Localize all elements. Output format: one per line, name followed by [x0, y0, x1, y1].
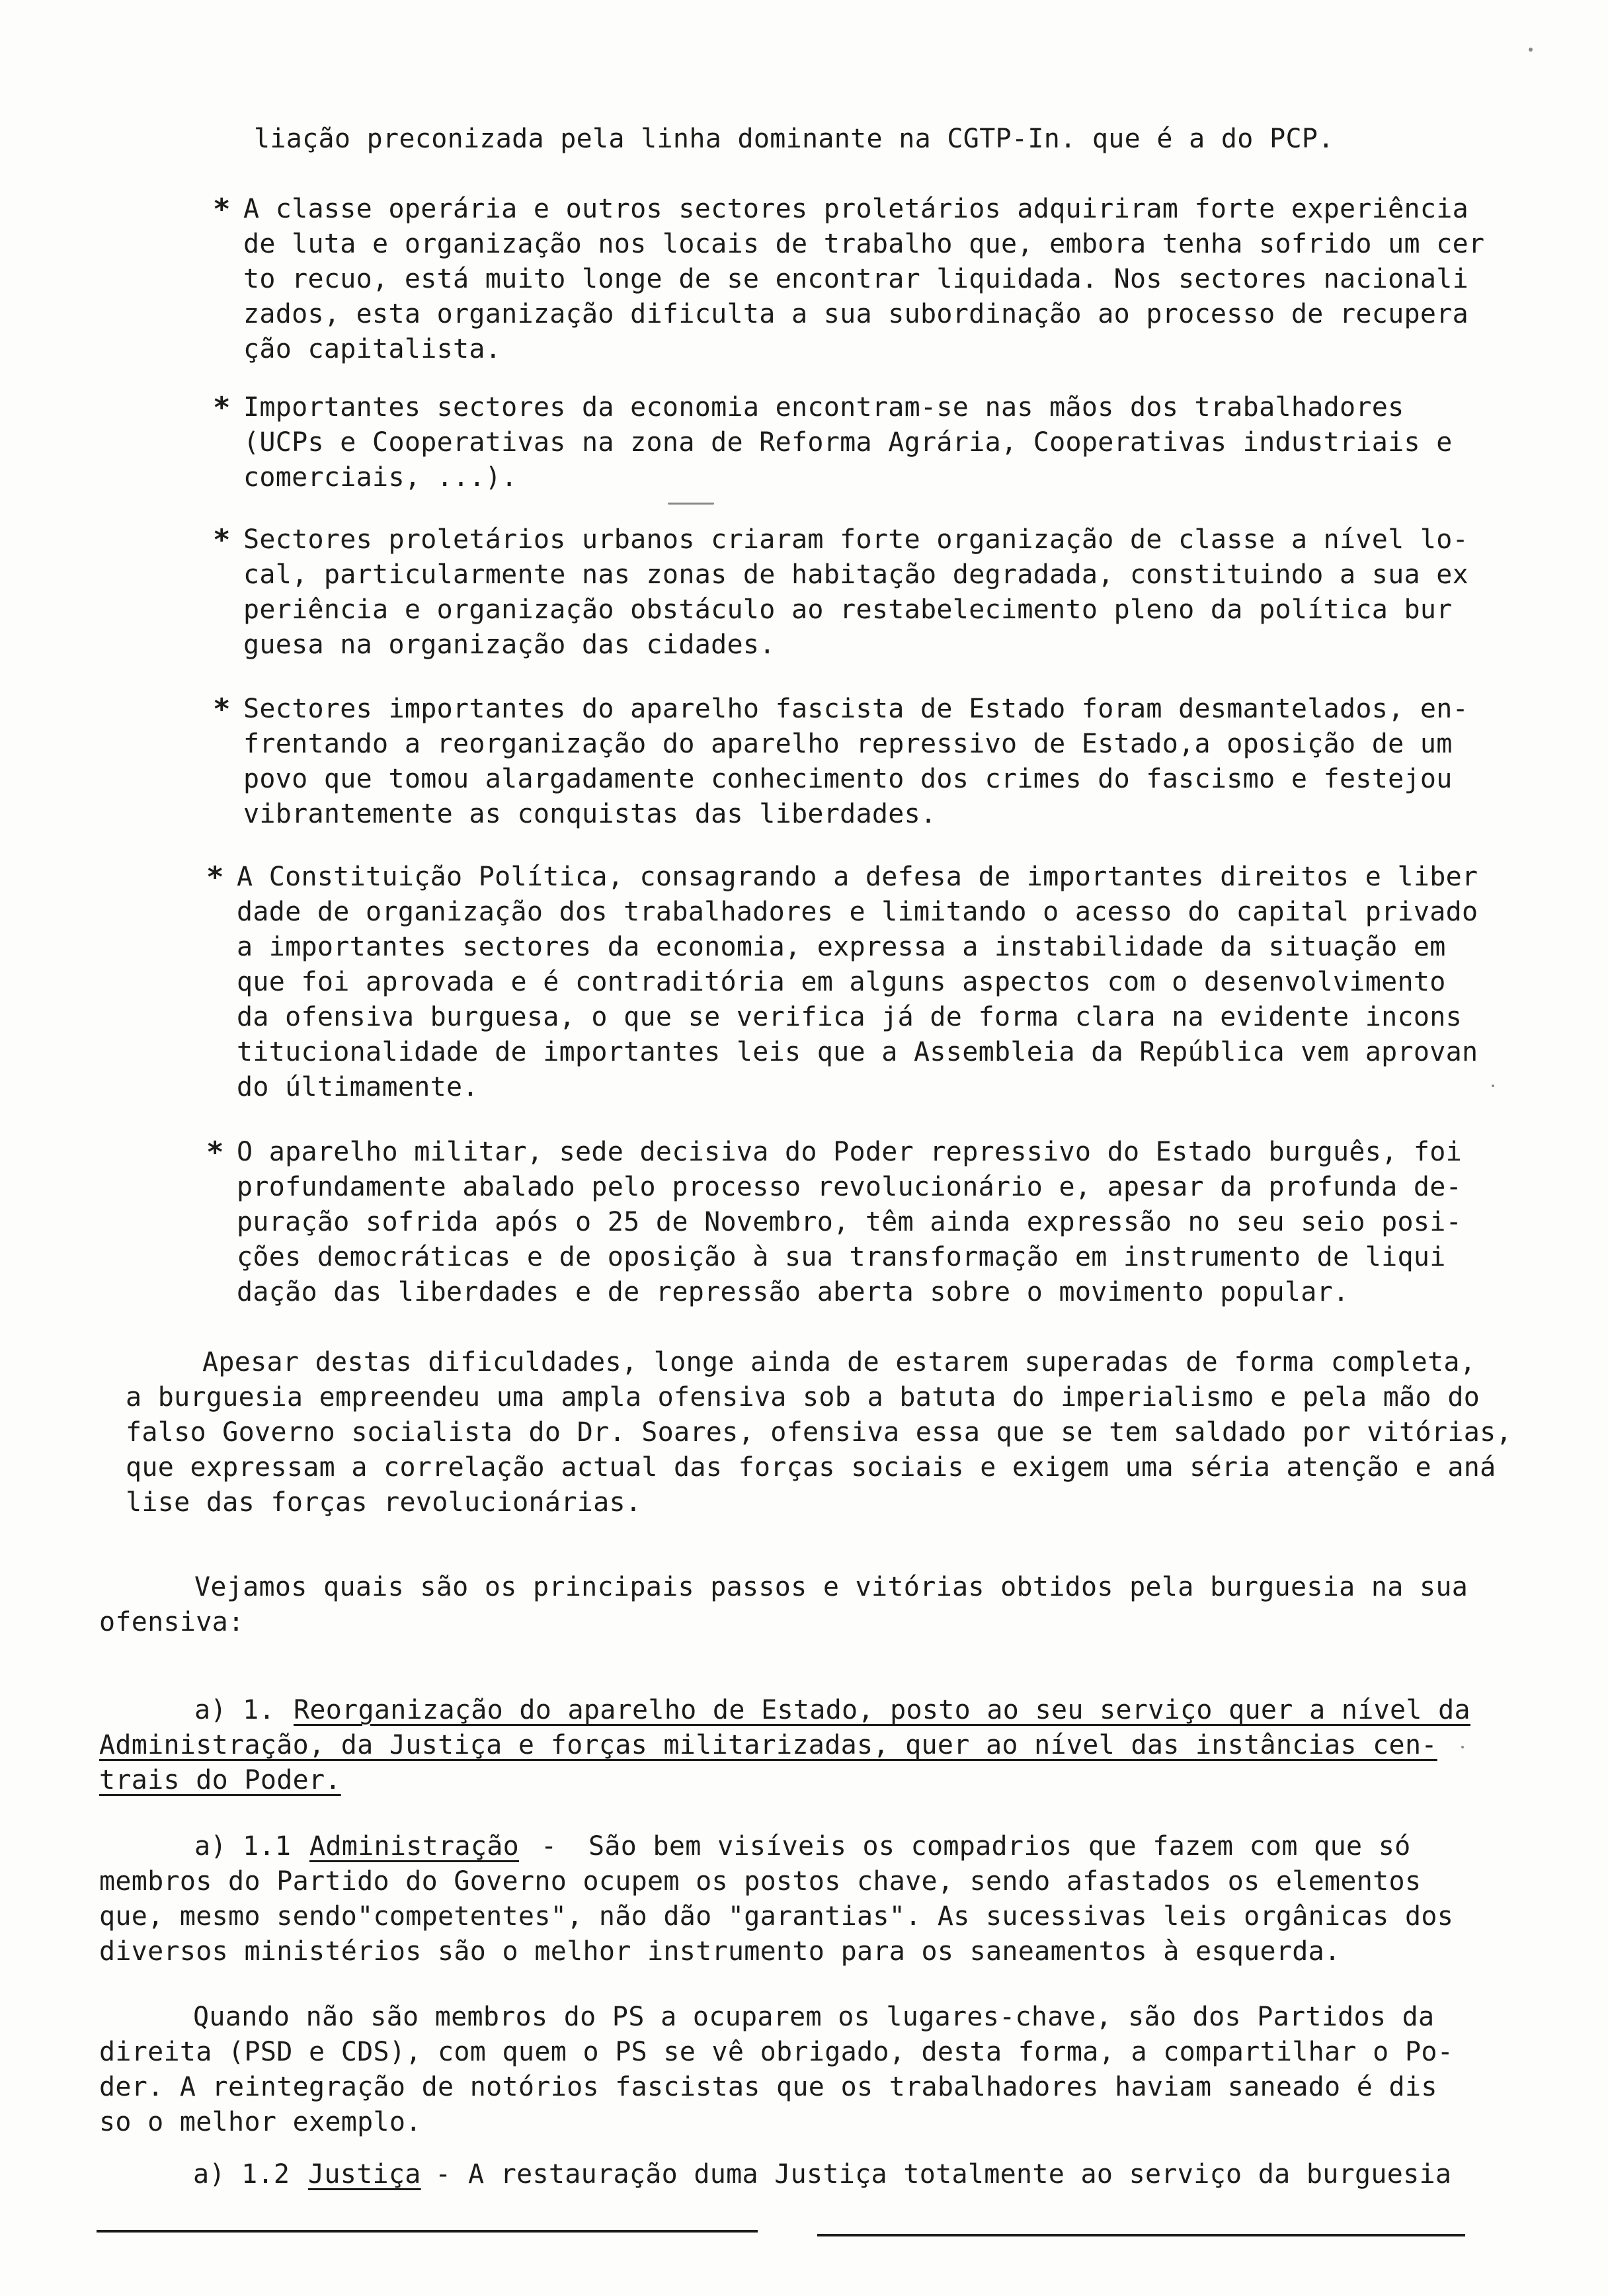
bullet-marker-4: * — [213, 692, 231, 726]
bullet-3-line: Sectores proletários urbanos criaram forte organização de classe a nível lo- — [243, 524, 1469, 555]
section-a1-heading-line: Reorganização do aparelho de Estado, posto ao seu serviço quer a nível da — [294, 1695, 1470, 1725]
section-a12-label: a) 1.2 — [193, 2159, 290, 2190]
para-quando-line: Quando não são membros do PS a ocuparem os lugares-chave, são dos Partidos da — [193, 2002, 1435, 2032]
section-a11-line: diversos ministérios são o melhor instrumento para os saneamentos à esquerda. — [99, 1936, 1341, 1967]
para-vejamos-line: Vejamos quais são os principais passos e vitórias obtidos pela burguesia na sua — [194, 1572, 1468, 1602]
para-apesar-line: a burguesia empreendeu uma ampla ofensiva sob a batuta do imperialismo e pela mão do — [126, 1382, 1480, 1413]
section-a12-heading: Justiça — [308, 2159, 421, 2190]
bullet-2-line: Importantes sectores da economia encontram-se nas mãos dos trabalhadores — [243, 392, 1404, 423]
bullet-5-line: do últimamente. — [237, 1072, 479, 1102]
bullet-4-line: povo que tomou alargadamente conhecimento dos crimes do fascismo e festejou — [243, 764, 1453, 794]
bullet-4-line: Sectores importantes do aparelho fascista de Estado foram desmantelados, en- — [243, 694, 1469, 724]
para-vejamos-line: ofensiva: — [99, 1607, 245, 1637]
bullet-marker-1: * — [213, 192, 231, 226]
scan-speck — [1529, 48, 1533, 52]
bullet-1-line: A classe operária e outros sectores proletários adquiriram forte experiência — [243, 194, 1469, 224]
bullet-marker-6: * — [206, 1135, 224, 1169]
scan-speck — [1461, 1746, 1464, 1748]
bullet-1-line: ção capitalista. — [243, 334, 502, 364]
section-a12-dash: - — [435, 2159, 452, 2190]
section-a11-dash: - — [541, 1831, 557, 1862]
scan-speck — [1492, 1085, 1494, 1087]
scan-speck — [668, 503, 714, 505]
bullet-marker-2: * — [213, 391, 231, 425]
bullet-6-line: puração sofrida após o 25 de Novembro, têm ainda expressão no seu seio posi- — [237, 1207, 1463, 1237]
section-a12-text: A restauração duma Justiça totalmente ao serviço da burguesia — [468, 2159, 1452, 2190]
bullet-marker-3: * — [213, 523, 231, 557]
bullet-6-line: dação das liberdades e de repressão aberta sobre o movimento popular. — [237, 1277, 1349, 1307]
section-a1-heading-line: trais do Poder. — [99, 1765, 341, 1795]
section-a11-line: que, mesmo sendo"competentes", não dão "garantias". As sucessivas leis orgânicas dos — [99, 1901, 1454, 1932]
bullet-1-line: zados, esta organização dificulta a sua subordinação ao processo de recupera — [243, 299, 1469, 329]
footer-rule-right — [817, 2234, 1465, 2236]
para-quando-line: der. A reintegração de notórios fascistas que os trabalhadores haviam saneado é dis — [99, 2072, 1437, 2102]
para-apesar-line: lise das forças revolucionárias. — [126, 1487, 642, 1518]
bullet-2-line: (UCPs e Cooperativas na zona de Reforma Agrária, Cooperativas industriais e — [243, 427, 1453, 458]
bullet-5-line: da ofensiva burguesa, o que se verifica já de forma clara na evidente incons — [237, 1002, 1463, 1032]
bullet-3-line: cal, particularmente nas zonas de habitação degradada, constituindo a sua ex — [243, 559, 1469, 590]
section-a1-label: a) 1. — [194, 1695, 275, 1725]
bullet-1-line: de luta e organização nos locais de trabalho que, embora tenha sofrido um cer — [243, 229, 1485, 259]
bullet-6-line: ções democráticas e de oposição à sua transformação em instrumento de liqui — [237, 1242, 1446, 1272]
bullet-5-line: que foi aprovada e é contraditória em alguns aspectos com o desenvolvimento — [237, 967, 1446, 997]
bullet-5-line: a importantes sectores da economia, expressa a instabilidade da situação em — [237, 932, 1446, 962]
section-a11-heading: Administração — [309, 1831, 519, 1862]
section-a11-line: membros do Partido do Governo ocupem os postos chave, sendo afastados os elementos — [99, 1866, 1422, 1897]
para-apesar-line: falso Governo socialista do Dr. Soares, ofensiva essa que se tem saldado por vitórias, — [126, 1417, 1512, 1448]
para-quando-line: direita (PSD e CDS), com quem o PS se vê obrigado, desta forma, a compartilhar o Po- — [99, 2037, 1454, 2067]
bullet-6-line: profundamente abalado pelo processo revolucionário e, apesar da profunda de- — [237, 1172, 1463, 1202]
intro-line: liação preconizada pela linha dominante na CGTP-In. que é a do PCP. — [254, 124, 1334, 154]
bullet-6-line: O aparelho militar, sede decisiva do Poder repressivo do Estado burguês, foi — [237, 1137, 1463, 1167]
para-apesar-line: que expressam a correlação actual das forças sociais e exigem uma séria atenção e aná — [126, 1452, 1496, 1483]
bullet-4-line: vibrantemente as conquistas das liberdades. — [243, 799, 937, 829]
bullet-1-line: to recuo, está muito longe de se encontrar liquidada. Nos sectores nacionali — [243, 264, 1469, 294]
section-a11-label: a) 1.1 — [194, 1831, 292, 1862]
para-quando-line: so o melhor exemplo. — [99, 2107, 422, 2137]
bullet-5-line: A Constituição Política, consagrando a defesa de importantes direitos e liber — [237, 862, 1478, 892]
bullet-4-line: frentando a reorganização do aparelho repressivo de Estado,a oposição de um — [243, 729, 1453, 759]
bullet-5-line: titucionalidade de importantes leis que a Assembleia da República vem aprovan — [237, 1037, 1478, 1067]
bullet-3-line: periência e organização obstáculo ao restabelecimento pleno da política bur — [243, 594, 1453, 625]
bullet-3-line: guesa na organização das cidades. — [243, 630, 776, 660]
para-apesar-line: Apesar destas dificuldades, longe ainda de estarem superadas de forma completa, — [202, 1347, 1476, 1377]
section-a1-heading-line: Administração, da Justiça e forças militarizadas, quer ao nível das instâncias cen- — [99, 1730, 1437, 1760]
bullet-2-line: comerciais, ...). — [243, 462, 518, 493]
bullet-marker-5: * — [206, 860, 224, 894]
section-a11-line: São bem visíveis os compadrios que fazem com que só — [588, 1831, 1411, 1862]
footer-rule-left — [97, 2230, 758, 2233]
bullet-5-line: dade de organização dos trabalhadores e limitando o acesso do capital privado — [237, 897, 1478, 927]
